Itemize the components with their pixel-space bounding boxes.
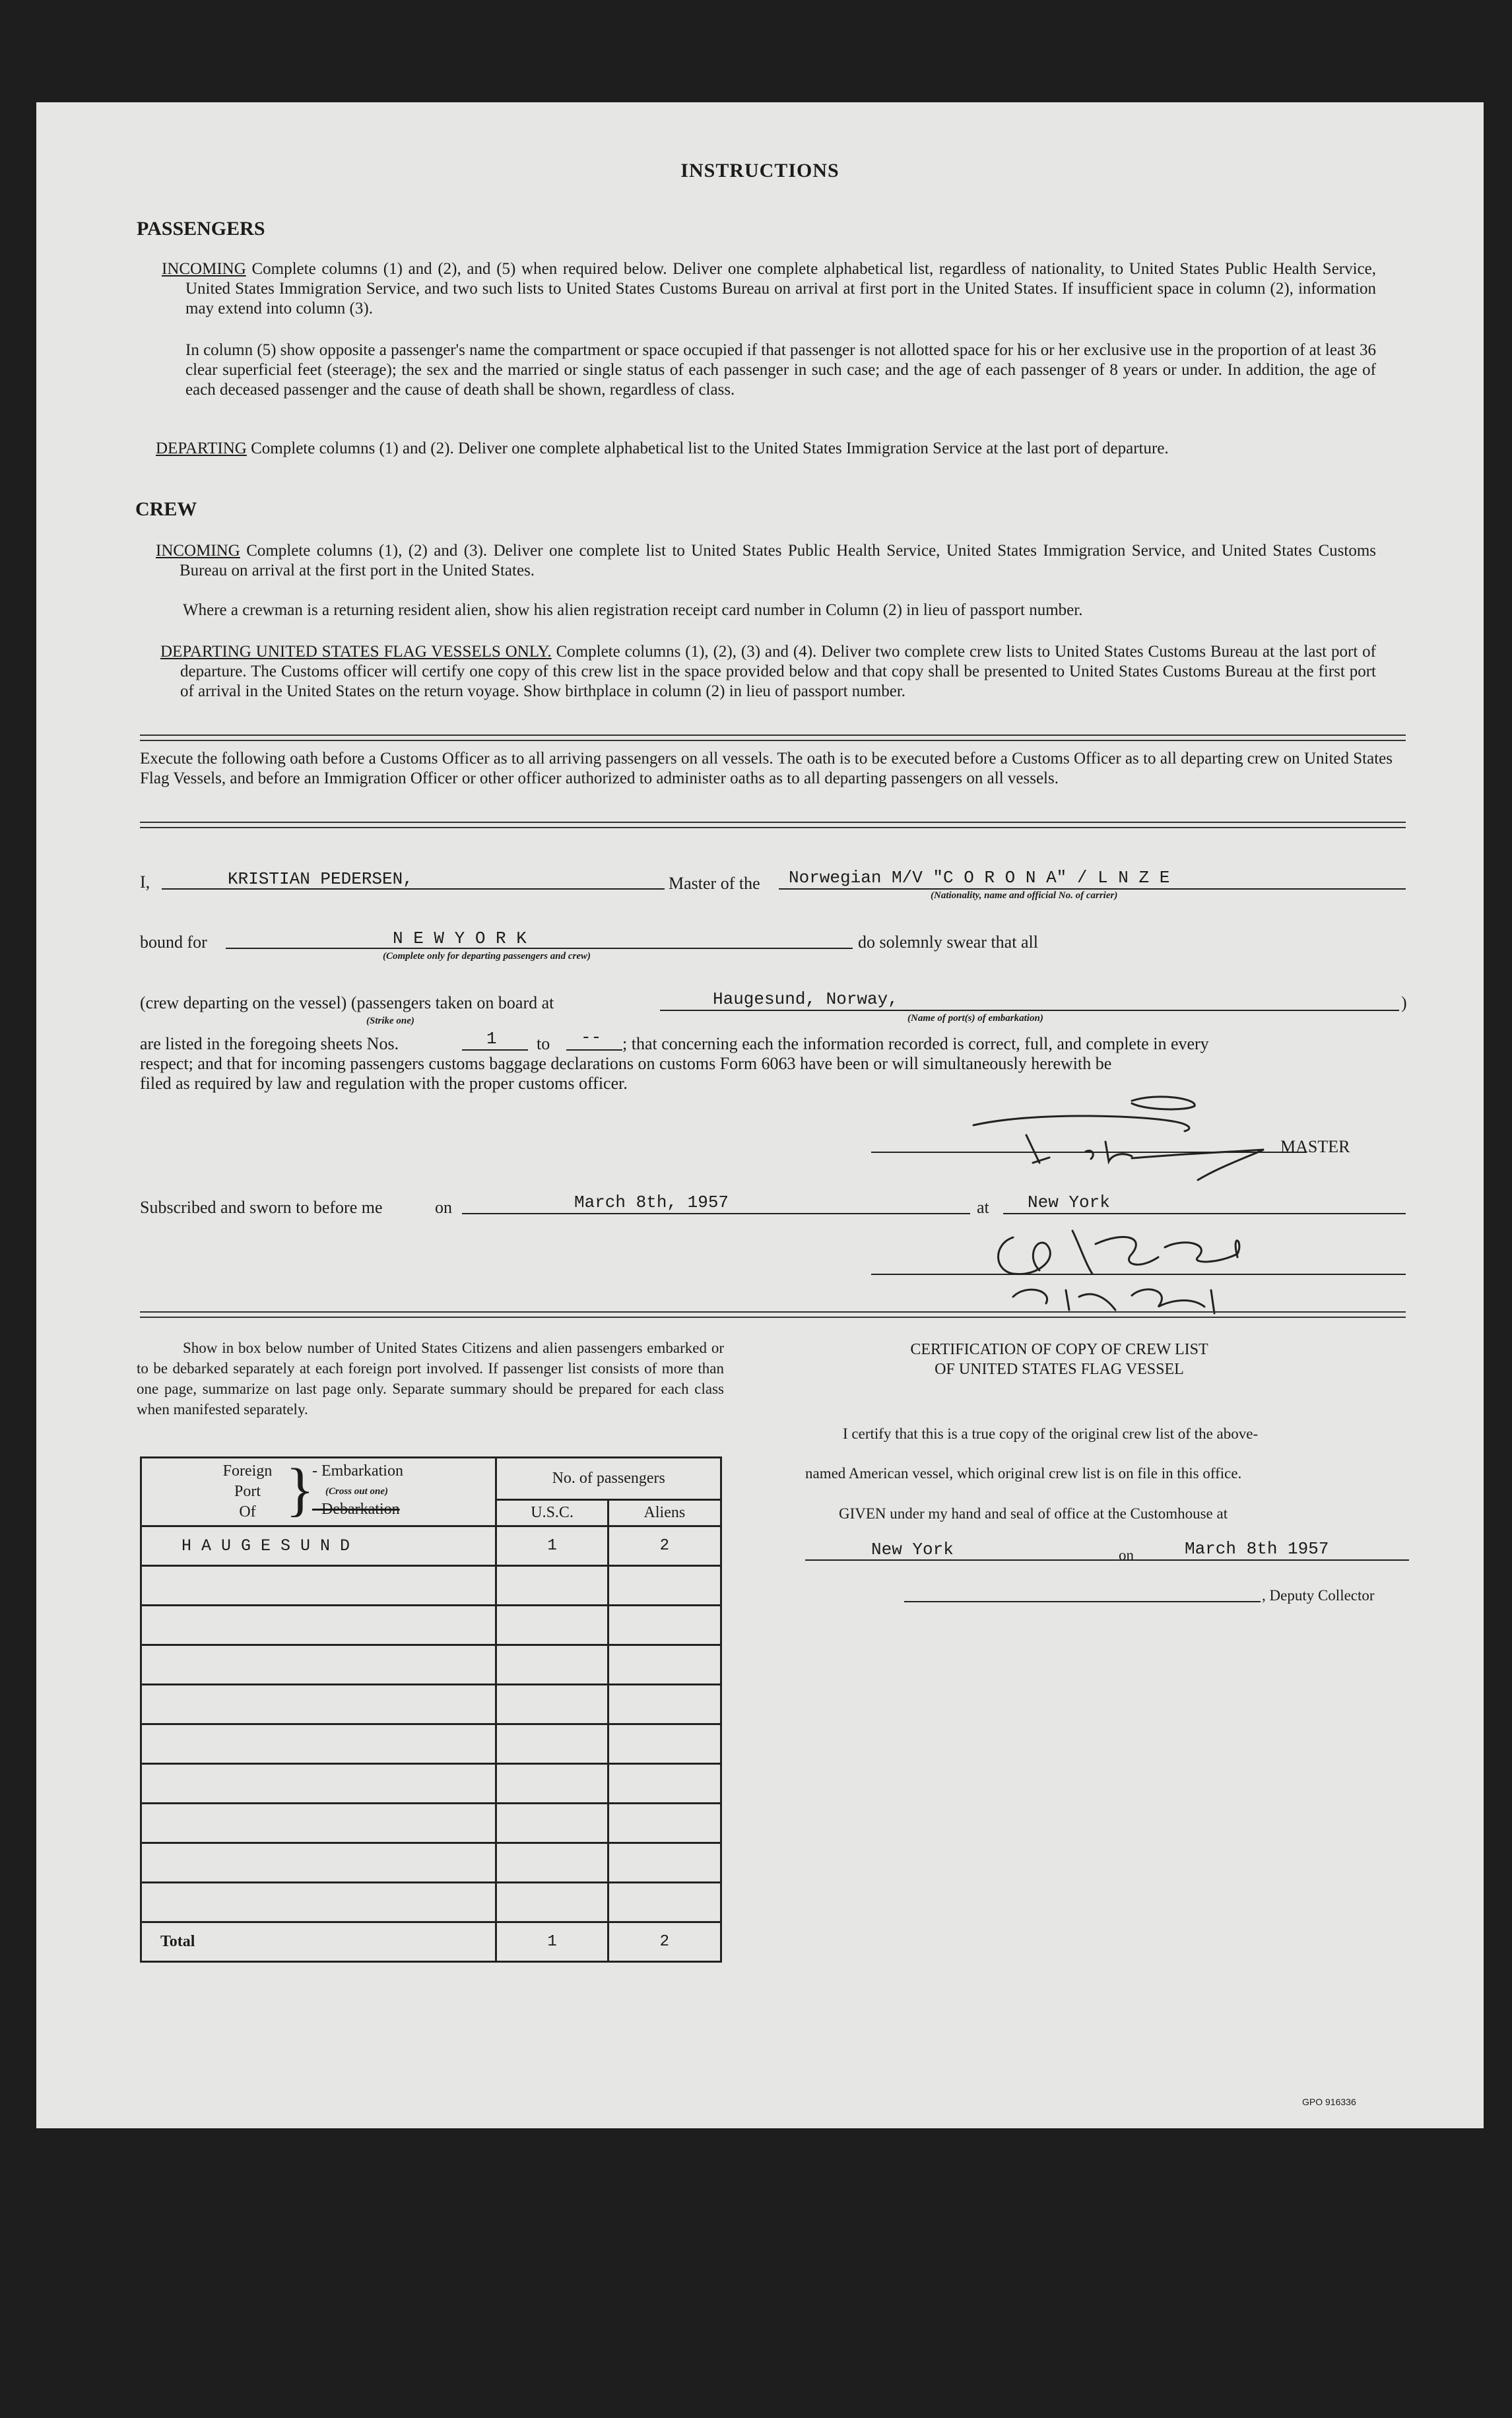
bound-for-label: bound for — [140, 932, 207, 952]
crew-resident-paragraph: Where a crewman is a returning resident alien, show his alien registration receipt card number in Column (2) in lieu of passport number. — [183, 601, 1083, 619]
cert-place-value: New York — [871, 1540, 954, 1559]
port-cell — [141, 1685, 496, 1724]
table-row — [141, 1526, 721, 1566]
cert-date-line — [1145, 1559, 1409, 1561]
bound-for-value: N E W Y O R K — [393, 929, 527, 948]
vessel-value: Norwegian M/V "C O R O N A" / L N Z E — [789, 868, 1170, 888]
certify-line1: I certify that this is a true copy of the original crew list of the above- — [843, 1425, 1259, 1442]
port-cell — [141, 1566, 496, 1606]
sheet-to-value: -- — [581, 1028, 602, 1047]
crew-departing-lead: DEPARTING UNITED STATES FLAG VESSELS ONLY. — [160, 643, 552, 661]
total-label: Total — [141, 1922, 496, 1962]
certify-line2: named American vessel, which original crew list is on file in this office. — [805, 1465, 1242, 1482]
usc-cell — [496, 1843, 608, 1883]
vessel-caption: (Nationality, name and official No. of carrier) — [931, 890, 1118, 901]
page-title: INSTRUCTIONS — [680, 160, 839, 181]
passengers-departing-paragraph — [156, 439, 1376, 459]
sworn-on-label: on — [435, 1198, 452, 1217]
table-row — [141, 1645, 721, 1685]
sworn-date-line — [462, 1213, 970, 1214]
crew-heading: CREW — [135, 498, 197, 520]
port-label: Port — [234, 1483, 261, 1500]
sheets-label: are listed in the foregoing sheets Nos. — [140, 1034, 399, 1053]
sheet-from-value: 1 — [486, 1029, 497, 1049]
usc-cell — [496, 1764, 608, 1804]
port-cell — [141, 1764, 496, 1804]
foreign-label: Foreign — [222, 1462, 273, 1480]
aliens-cell — [608, 1883, 721, 1922]
aliens-cell — [608, 1606, 721, 1645]
port-embarkation-line — [660, 1010, 1399, 1011]
certification-title-line1: CERTIFICATION OF COPY OF CREW LIST — [910, 1341, 1208, 1358]
crew-list-form-page — [36, 102, 1484, 2128]
aliens-header-cell: Aliens — [608, 1500, 721, 1526]
master-signature — [934, 1089, 1330, 1181]
usc-header-cell: U.S.C. — [496, 1500, 608, 1526]
port-cell — [141, 1724, 496, 1764]
section-divider — [140, 1311, 1406, 1318]
usc-cell: 1 — [496, 1526, 608, 1566]
aliens-cell — [608, 1843, 721, 1883]
passengers-header-cell: No. of passengers — [496, 1458, 721, 1500]
crew-incoming-text: Complete columns (1), (2) and (3). Deliver one complete list to United States Public Health Service, United States Immigration Service, and United States Customs Bureau on arrival at the first port in the United States. — [180, 542, 1376, 579]
embarkation-label: - Embarkation — [312, 1462, 403, 1480]
aliens-cell — [608, 1685, 721, 1724]
passenger-summary-table — [140, 1456, 722, 1963]
summary-instructions: Show in box below number of United States Citizens and alien passengers embarked or to be debarked separately at each foreign port involved. If passenger list consists of more than one page, summarize on last page only. Separate summary should be prepared for each class when manifested separately. — [137, 1340, 724, 1418]
total-aliens-cell: 2 — [608, 1922, 721, 1962]
usc-cell — [496, 1566, 608, 1606]
usc-cell — [496, 1606, 608, 1645]
bound-for-caption: (Complete only for departing passengers and crew) — [383, 951, 591, 962]
sheet-from-line — [462, 1049, 528, 1051]
usc-cell — [496, 1645, 608, 1685]
given-line: GIVEN under my hand and seal of office at the Customhouse at — [839, 1505, 1228, 1522]
bound-for-line — [226, 948, 853, 949]
master-of-label: Master of the — [669, 874, 760, 893]
deputy-collector-label: , Deputy Collector — [1262, 1587, 1375, 1604]
aliens-cell — [608, 1566, 721, 1606]
crew-departing-paragraph — [160, 642, 1376, 702]
passengers-departing-text: Complete columns (1) and (2). Deliver one complete alphabetical list to the United States Immigration Service at the last port of departure. — [251, 440, 1169, 457]
aliens-cell — [608, 1804, 721, 1843]
crew-incoming-paragraph — [156, 541, 1376, 581]
passengers-incoming-paragraph — [162, 259, 1376, 319]
usc-cell — [496, 1724, 608, 1764]
port-cell — [141, 1883, 496, 1922]
close-paren: ) — [1401, 993, 1407, 1012]
filed-text: filed as required by law and regulation with the proper customs officer. — [140, 1074, 628, 1093]
crew-passengers-choice-text: (crew departing on the vessel) (passengers taken on board at — [140, 993, 554, 1012]
table-row — [141, 1685, 721, 1724]
vessel-line — [779, 888, 1406, 890]
section-divider — [140, 735, 1406, 741]
master-name-value: KRISTIAN PEDERSEN, — [228, 869, 413, 889]
table-row — [141, 1566, 721, 1606]
port-cell — [141, 1645, 496, 1685]
strike-caption: (Strike one) — [366, 1016, 414, 1026]
passengers-incoming-lead: INCOMING — [162, 260, 246, 278]
brace-glyph: } — [286, 1457, 315, 1522]
usc-cell — [496, 1883, 608, 1922]
sheet-to-line — [566, 1049, 622, 1051]
aliens-cell — [608, 1645, 721, 1685]
master-label: MASTER — [1280, 1137, 1350, 1156]
port-cell — [141, 1804, 496, 1843]
cert-on-label: on — [1119, 1547, 1134, 1563]
port-cell — [141, 1843, 496, 1883]
section-divider — [140, 822, 1406, 828]
passengers-incoming-text: Complete columns (1) and (2), and (5) when required below. Deliver one complete alphabetical list, regardless of nationality, to United States Public Health Service, United States Immigration Service, and two such lists to United States Customs Bureau on arrival at first port in the United States. If insufficient space in column (2), information may extend into column (3). — [185, 260, 1377, 317]
total-usc-cell: 1 — [496, 1922, 608, 1962]
port-embarkation-value: Haugesund, Norway, — [713, 989, 898, 1009]
sworn-date-value: March 8th, 1957 — [574, 1193, 729, 1212]
passengers-departing-lead: DEPARTING — [156, 440, 247, 457]
usc-cell — [496, 1804, 608, 1843]
aliens-cell — [608, 1724, 721, 1764]
table-row — [141, 1843, 721, 1883]
officer-signature — [973, 1218, 1343, 1323]
port-cell — [141, 1606, 496, 1645]
passengers-column5-paragraph: In column (5) show opposite a passenger's name the compartment or space occupied if that passenger is not allotted space for his or her exclusive use in the proportion of at least 36 clear superficial feet (steerage); the sex and the married or single status of each passenger in such case; and the age of each passenger of 8 years or under. In addition, the age of each deceased passenger and the cause of death shall be shown, regardless of class. — [185, 341, 1376, 399]
certification-title-line2: OF UNITED STATES FLAG VESSEL — [935, 1361, 1184, 1378]
sworn-at-label: at — [977, 1198, 989, 1217]
cert-date-value: March 8th 1957 — [1185, 1539, 1329, 1559]
respect-text: respect; and that for incoming passengers customs baggage declarations on customs Form 6063 have been or will simultaneously herewith be — [140, 1054, 1112, 1073]
debarkation-label: - Debarkation — [312, 1501, 400, 1518]
port-caption: (Name of port(s) of embarkation) — [907, 1013, 1043, 1024]
oath-i-label: I, — [140, 872, 150, 892]
crew-departing-text: Complete columns (1), (2), (3) and (4). Deliver two complete crew lists to United States Customs Bureau at the last port of departure. The Customs officer will certify one copy of this crew list in the space provided below and that copy shall be presented to United States Customs Bureau at the first port of arrival in the United States on the return voyage. Show birthplace in column (2) in lieu of passport number. — [180, 643, 1377, 700]
gpo-code: GPO 916336 — [1302, 2097, 1356, 2107]
cert-place-line — [805, 1559, 1152, 1561]
passengers-heading: PASSENGERS — [137, 218, 265, 240]
sworn-place-value: New York — [1028, 1193, 1110, 1212]
aliens-cell — [608, 1764, 721, 1804]
of-label: Of — [239, 1503, 256, 1520]
port-cell: H A U G E S U N D — [141, 1526, 496, 1566]
table-row — [141, 1606, 721, 1645]
table-row — [141, 1883, 721, 1922]
foreign-port-header-cell — [141, 1458, 496, 1526]
table-row — [141, 1804, 721, 1843]
crew-incoming-lead: INCOMING — [156, 542, 240, 560]
table-total-row — [141, 1922, 721, 1962]
usc-cell — [496, 1685, 608, 1724]
deputy-collector-line — [904, 1601, 1261, 1602]
sworn-place-line — [1003, 1213, 1406, 1214]
swear-label: do solemnly swear that all — [858, 932, 1038, 952]
oath-intro-paragraph: Execute the following oath before a Customs Officer as to all arriving passengers on all vessels. The oath is to be executed before a Customs Officer as to all departing crew on United States Flag Vessels, and before an Immigration Officer or other officer authorized to administer oaths as to all departing passengers on all vessels. — [140, 750, 1393, 787]
to-label: to — [537, 1034, 550, 1053]
cross-out-caption: (Cross out one) — [325, 1486, 389, 1497]
aliens-cell: 2 — [608, 1526, 721, 1566]
table-row — [141, 1724, 721, 1764]
correct-text: ; that concerning each the information recorded is correct, full, and complete in every — [622, 1034, 1209, 1053]
table-row — [141, 1764, 721, 1804]
subscribed-label: Subscribed and sworn to before me — [140, 1198, 383, 1217]
